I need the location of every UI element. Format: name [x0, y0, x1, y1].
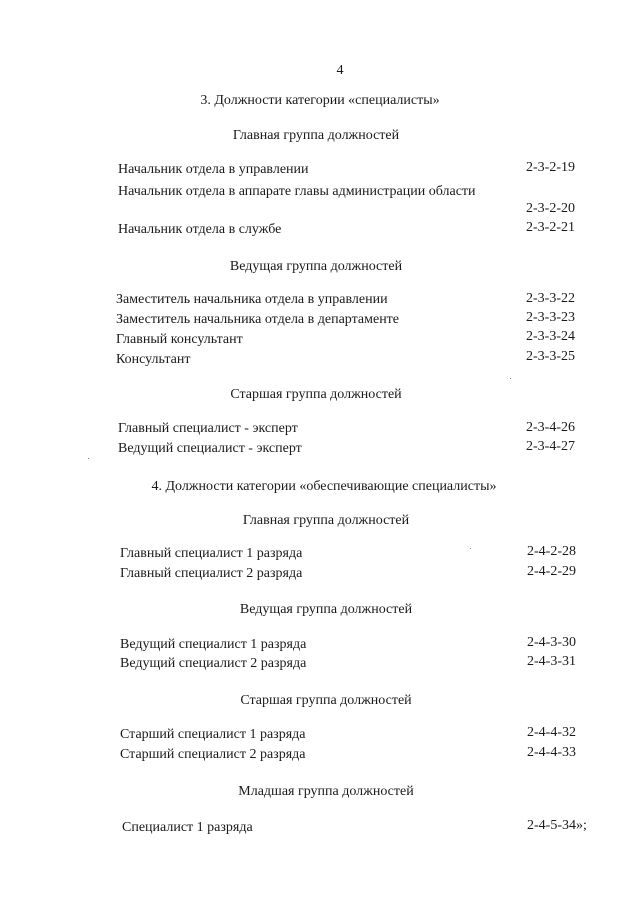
section-3-title: 3. Должности категории «специалисты»: [200, 93, 440, 108]
position-code: 2-4-4-32: [527, 725, 576, 740]
position-code: 2-4-2-29: [527, 564, 576, 579]
position-name: Ведущий специалист 2 разряда: [120, 656, 307, 671]
group-title: Старшая группа должностей: [240, 693, 412, 708]
position-name: Ведущий специалист 1 разряда: [120, 637, 307, 652]
position-code: 2-4-3-30: [527, 635, 576, 650]
group-title: Младшая группа должностей: [238, 784, 414, 799]
position-name: Начальник отдела в аппарате главы администрации области: [118, 184, 476, 199]
position-code: 2-3-3-24: [526, 329, 575, 344]
position-name: Главный консультант: [116, 332, 243, 347]
position-code: 2-3-2-19: [526, 160, 575, 175]
position-name: Старший специалист 1 разряда: [120, 727, 306, 742]
position-name: Главный специалист 1 разряда: [120, 546, 303, 561]
position-code: 2-4-3-31: [527, 654, 576, 669]
position-code: 2-3-3-25: [526, 349, 575, 364]
group-title: Ведущая группа должностей: [229, 259, 403, 274]
position-name: Начальник отдела в управлении: [118, 162, 309, 177]
scan-speck: [88, 458, 89, 459]
position-code: 2-3-2-20: [526, 201, 575, 216]
scan-speck: [470, 548, 471, 549]
position-name: Начальник отдела в службе: [118, 222, 282, 237]
position-name: Ведущий специалист - эксперт: [118, 441, 302, 456]
position-code: 2-4-5-34»;: [527, 818, 587, 833]
position-code: 2-3-3-22: [526, 291, 575, 306]
group-title: Главная группа должностей: [242, 513, 410, 528]
position-name: Заместитель начальника отдела в департаменте: [116, 312, 400, 327]
position-code: 2-4-4-33: [527, 745, 576, 760]
position-name: Консультант: [116, 352, 191, 367]
position-name: Главный специалист - эксперт: [118, 421, 298, 436]
position-code: 2-3-2-21: [526, 220, 575, 235]
scan-speck: [510, 378, 511, 379]
position-code: 2-3-3-23: [526, 310, 575, 325]
position-name: Главный специалист 2 разряда: [120, 566, 303, 581]
position-code: 2-3-4-27: [526, 439, 575, 454]
position-code: 2-4-2-28: [527, 544, 576, 559]
position-name: Заместитель начальника отдела в управлении: [116, 292, 388, 307]
page-number: 4: [336, 63, 344, 78]
position-code: 2-3-4-26: [526, 420, 575, 435]
group-title: Главная группа должностей: [232, 128, 400, 143]
position-name: Старший специалист 2 разряда: [120, 747, 306, 762]
position-name: Специалист 1 разряда: [122, 820, 253, 835]
group-title: Ведущая группа должностей: [239, 602, 413, 617]
section-4-title: 4. Должности категории «обеспечивающие специалисты»: [151, 479, 497, 494]
group-title: Старшая группа должностей: [230, 387, 402, 402]
